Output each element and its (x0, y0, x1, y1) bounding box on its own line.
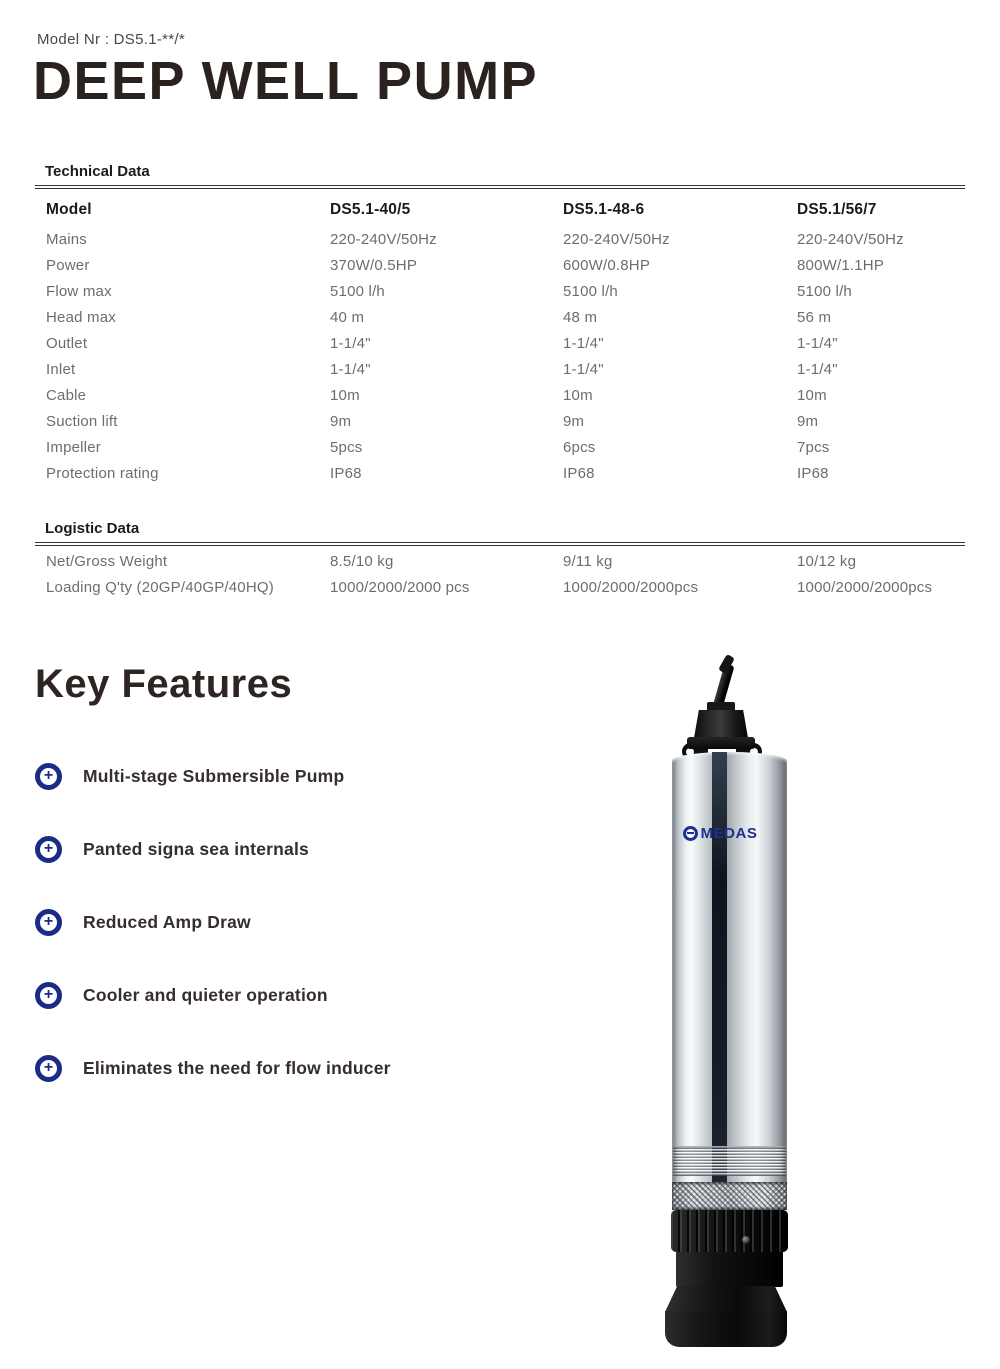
table-row (35, 575, 965, 601)
cell-value: 5100 l/h (797, 283, 852, 300)
feature-item (35, 1053, 615, 1083)
intake-bell-flare (665, 1286, 787, 1312)
cable-conduit-stripe (712, 752, 727, 1186)
table-row (35, 549, 965, 575)
knurled-band (672, 1182, 787, 1210)
cell-value: 40 m (330, 309, 365, 326)
key-features-heading: Key Features (35, 662, 293, 706)
table-row (35, 461, 965, 487)
cell-value: 600W/0.8HP (563, 257, 651, 274)
cell-value: 220-240V/50Hz (797, 231, 904, 248)
cell-value: 9m (330, 413, 352, 430)
cell-value: 9m (563, 413, 585, 430)
table-header-row (35, 195, 965, 225)
cell-value: 5100 l/h (330, 283, 385, 300)
cell-value: IP68 (330, 465, 362, 482)
section-divider (35, 542, 965, 546)
key-features-section (35, 662, 615, 1126)
technical-data-heading: Technical Data (45, 163, 150, 180)
feature-item (35, 761, 615, 791)
row-label: Net/Gross Weight (46, 553, 168, 570)
plus-circle-icon: + (35, 909, 62, 936)
table-row (35, 253, 965, 279)
cell-value: 48 m (563, 309, 598, 326)
feature-text: Panted signa sea internals (83, 838, 309, 859)
cell-value: 1-1/4" (330, 361, 371, 378)
table-row (35, 305, 965, 331)
lower-cylinder (676, 1252, 783, 1287)
logistic-data-heading: Logistic Data (45, 520, 140, 537)
column-header-model-3: DS5.1/56/7 (797, 201, 877, 218)
section-divider (35, 185, 965, 189)
cell-value: 10m (797, 387, 827, 404)
table-row (35, 331, 965, 357)
table-row (35, 409, 965, 435)
cell-value: 1-1/4" (797, 335, 838, 352)
cell-value: 1000/2000/2000 pcs (330, 579, 470, 596)
cell-value: 1000/2000/2000pcs (563, 579, 699, 596)
row-label: Suction lift (46, 413, 118, 430)
cell-value: 56 m (797, 309, 832, 326)
intake-bell-body (665, 1311, 787, 1347)
table-row (35, 357, 965, 383)
column-header-model-1: DS5.1-40/5 (330, 201, 411, 218)
cell-value: 5100 l/h (563, 283, 618, 300)
cell-value: IP68 (797, 465, 829, 482)
cell-value: 5pcs (330, 439, 363, 456)
pump-product-image (650, 654, 795, 1354)
cell-value: 10m (563, 387, 593, 404)
cell-value: 9m (797, 413, 819, 430)
feature-text: Reduced Amp Draw (83, 911, 251, 932)
row-label: Protection rating (46, 465, 159, 482)
cell-value: 9/11 kg (563, 553, 613, 570)
page-title: DEEP WELL PUMP (33, 51, 539, 111)
row-label: Power (46, 257, 90, 274)
table-row (35, 227, 965, 253)
cell-value: 1-1/4" (563, 335, 604, 352)
stainless-body (672, 752, 787, 1186)
cap-base-ring (687, 737, 755, 749)
feature-text: Multi-stage Submersible Pump (83, 765, 345, 786)
feature-item (35, 907, 615, 937)
brand-logo (674, 823, 766, 843)
feature-text: Cooler and quieter operation (83, 984, 328, 1005)
cell-value: IP68 (563, 465, 595, 482)
row-label: Impeller (46, 439, 101, 456)
cell-value: 10m (330, 387, 360, 404)
cell-value: 1000/2000/2000pcs (797, 579, 933, 596)
features-list (35, 761, 615, 1083)
column-header-model-2: DS5.1-48-6 (563, 201, 645, 218)
cell-value: 1-1/4" (563, 361, 604, 378)
plus-circle-icon: + (35, 982, 62, 1009)
row-label: Head max (46, 309, 116, 326)
feature-text: Eliminates the need for flow inducer (83, 1057, 391, 1078)
cell-value: 6pcs (563, 439, 596, 456)
feature-item (35, 980, 615, 1010)
cell-value: 370W/0.5HP (330, 257, 418, 274)
table-row (35, 435, 965, 461)
cell-value: 220-240V/50Hz (330, 231, 437, 248)
technical-table-body (35, 227, 965, 487)
plus-circle-icon: + (35, 1055, 62, 1082)
cell-value: 10/12 kg (797, 553, 857, 570)
table-row (35, 383, 965, 409)
cell-value: 1-1/4" (797, 361, 838, 378)
cell-value: 800W/1.1HP (797, 257, 885, 274)
row-label: Mains (46, 231, 88, 248)
model-number-line: Model Nr : DS5.1-**/* (37, 31, 186, 48)
cable-gland-cap (694, 710, 748, 738)
logistic-table-body (35, 549, 965, 601)
row-label: Cable (46, 387, 87, 404)
feature-item (35, 834, 615, 864)
plus-circle-icon: + (35, 763, 62, 790)
threaded-ring-section (673, 1146, 786, 1176)
row-label: Flow max (46, 283, 112, 300)
technical-data-section (35, 163, 965, 487)
cell-value: 1-1/4" (330, 335, 371, 352)
ribbed-collar (671, 1210, 788, 1252)
medas-circle-icon (683, 826, 698, 841)
screw-icon (742, 1236, 750, 1244)
row-label: Inlet (46, 361, 76, 378)
cell-value: 220-240V/50Hz (563, 231, 670, 248)
cell-value: 7pcs (797, 439, 830, 456)
cell-value: 8.5/10 kg (330, 553, 394, 570)
row-label: Loading Q'ty (20GP/40GP/40HQ) (46, 579, 274, 596)
logistic-data-section (35, 520, 965, 601)
row-label: Outlet (46, 335, 88, 352)
brand-name: MEDAS (700, 824, 758, 842)
table-row (35, 279, 965, 305)
column-header-model: Model (46, 201, 92, 218)
plus-circle-icon: + (35, 836, 62, 863)
